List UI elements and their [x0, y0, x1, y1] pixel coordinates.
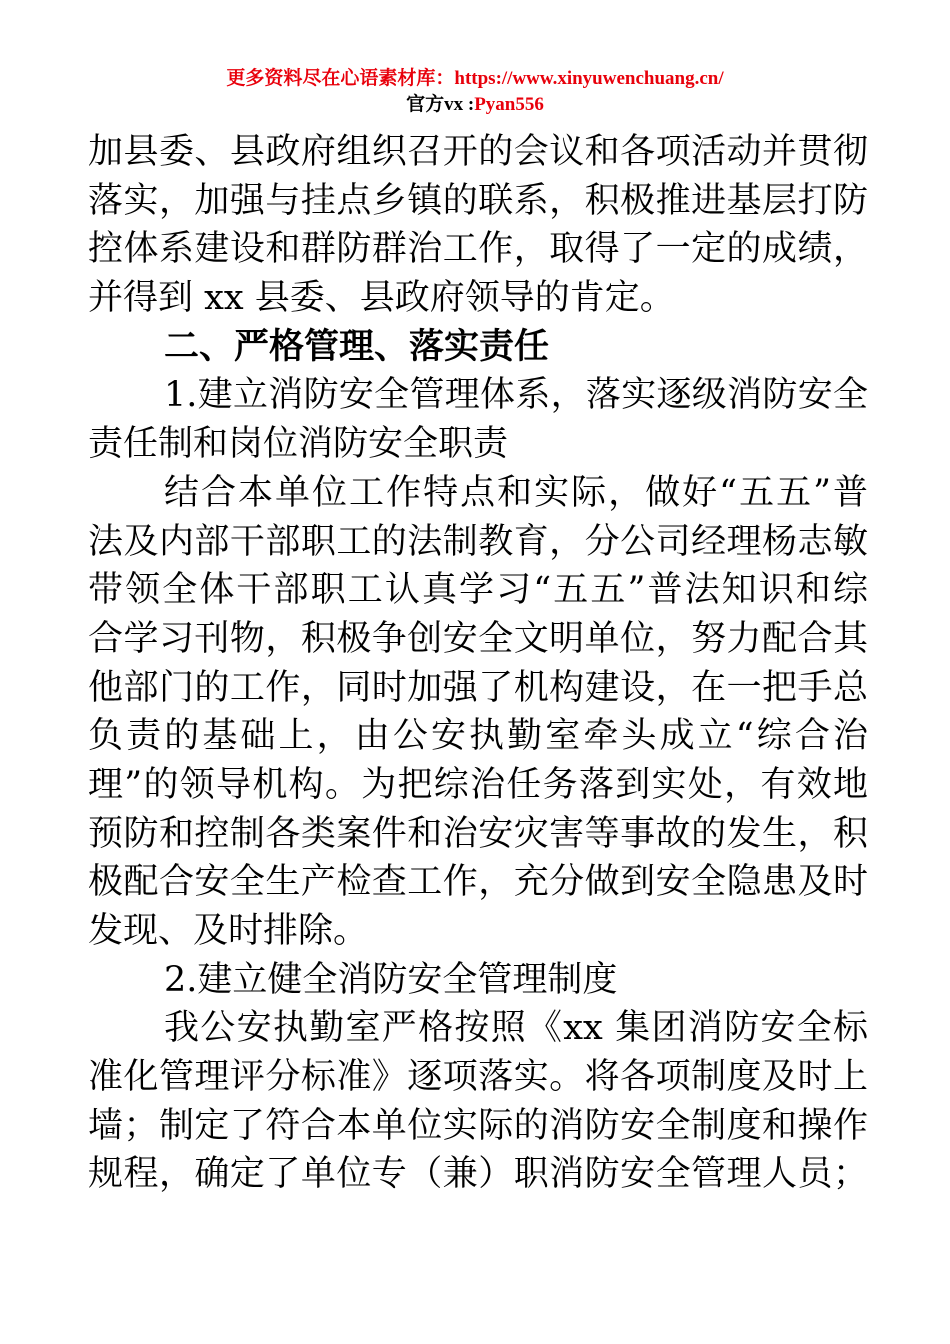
text-line: 法及内部干部职工的法制教育，分公司经理杨志敏	[88, 521, 868, 562]
header-contact-id: Pyan556	[474, 94, 544, 115]
text-line: 控体系建设和群防群治工作，取得了一定的成绩，	[88, 229, 868, 270]
paragraph-first-line: 我公安执勤室严格按照《xx 集团消防安全标	[164, 1008, 868, 1049]
text-line: 发现、及时排除。	[88, 911, 369, 951]
text-line: 理”的领导机构。为把综治任务落到实处，有效地	[88, 764, 868, 805]
text-line: 准化管理评分标准》逐项落实。将各项制度及时上	[88, 1057, 868, 1098]
text-line: 带领全体干部职工认真学习“五五”普法知识和综	[88, 570, 868, 611]
text-line: 预防和控制各类案件和治安灾害等事故的发生，积	[88, 813, 868, 854]
header-promo-line	[0, 66, 950, 92]
subsection-heading: 1.建立消防安全管理体系，落实逐级消防安全	[164, 375, 868, 416]
subsection-heading: 2.建立健全消防安全管理制度	[164, 959, 618, 1000]
document-body	[88, 128, 868, 1199]
text-line: 并得到 xx 县委、县政府领导的肯定。	[88, 278, 675, 319]
section-heading: 二、严格管理、落实责任	[164, 326, 550, 367]
text-line: 极配合安全生产检查工作，充分做到安全隐患及时	[88, 862, 868, 903]
text-line: 他部门的工作，同时加强了机构建设，在一把手总	[88, 667, 868, 708]
text-line: 合学习刊物，积极争创安全文明单位，努力配合其	[88, 618, 868, 659]
text-line: 负责的基础上，由公安执勤室牵头成立“综合治	[88, 716, 868, 757]
header-url-link[interactable]: https://www.xinyuwenchuang.cn/	[454, 68, 724, 89]
text-line: 规程，确定了单位专（兼）职消防安全管理人员；	[88, 1154, 868, 1195]
text-line: 加县委、县政府组织召开的会议和各项活动并贯彻	[88, 132, 868, 172]
text-line: 墙；制定了符合本单位实际的消防安全制度和操作	[88, 1105, 868, 1146]
page-header	[0, 66, 950, 118]
subsection-heading-continued: 责任制和岗位消防安全职责	[88, 424, 509, 465]
header-promo-label: 更多资料尽在心语素材库：	[226, 68, 455, 89]
paragraph-first-line: 结合本单位工作特点和实际，做好“五五”普	[164, 472, 868, 513]
header-contact-label: 官方vx :	[406, 94, 475, 115]
header-contact-line	[0, 92, 950, 118]
text-line: 落实，加强与挂点乡镇的联系，积极推进基层打防	[88, 180, 868, 221]
